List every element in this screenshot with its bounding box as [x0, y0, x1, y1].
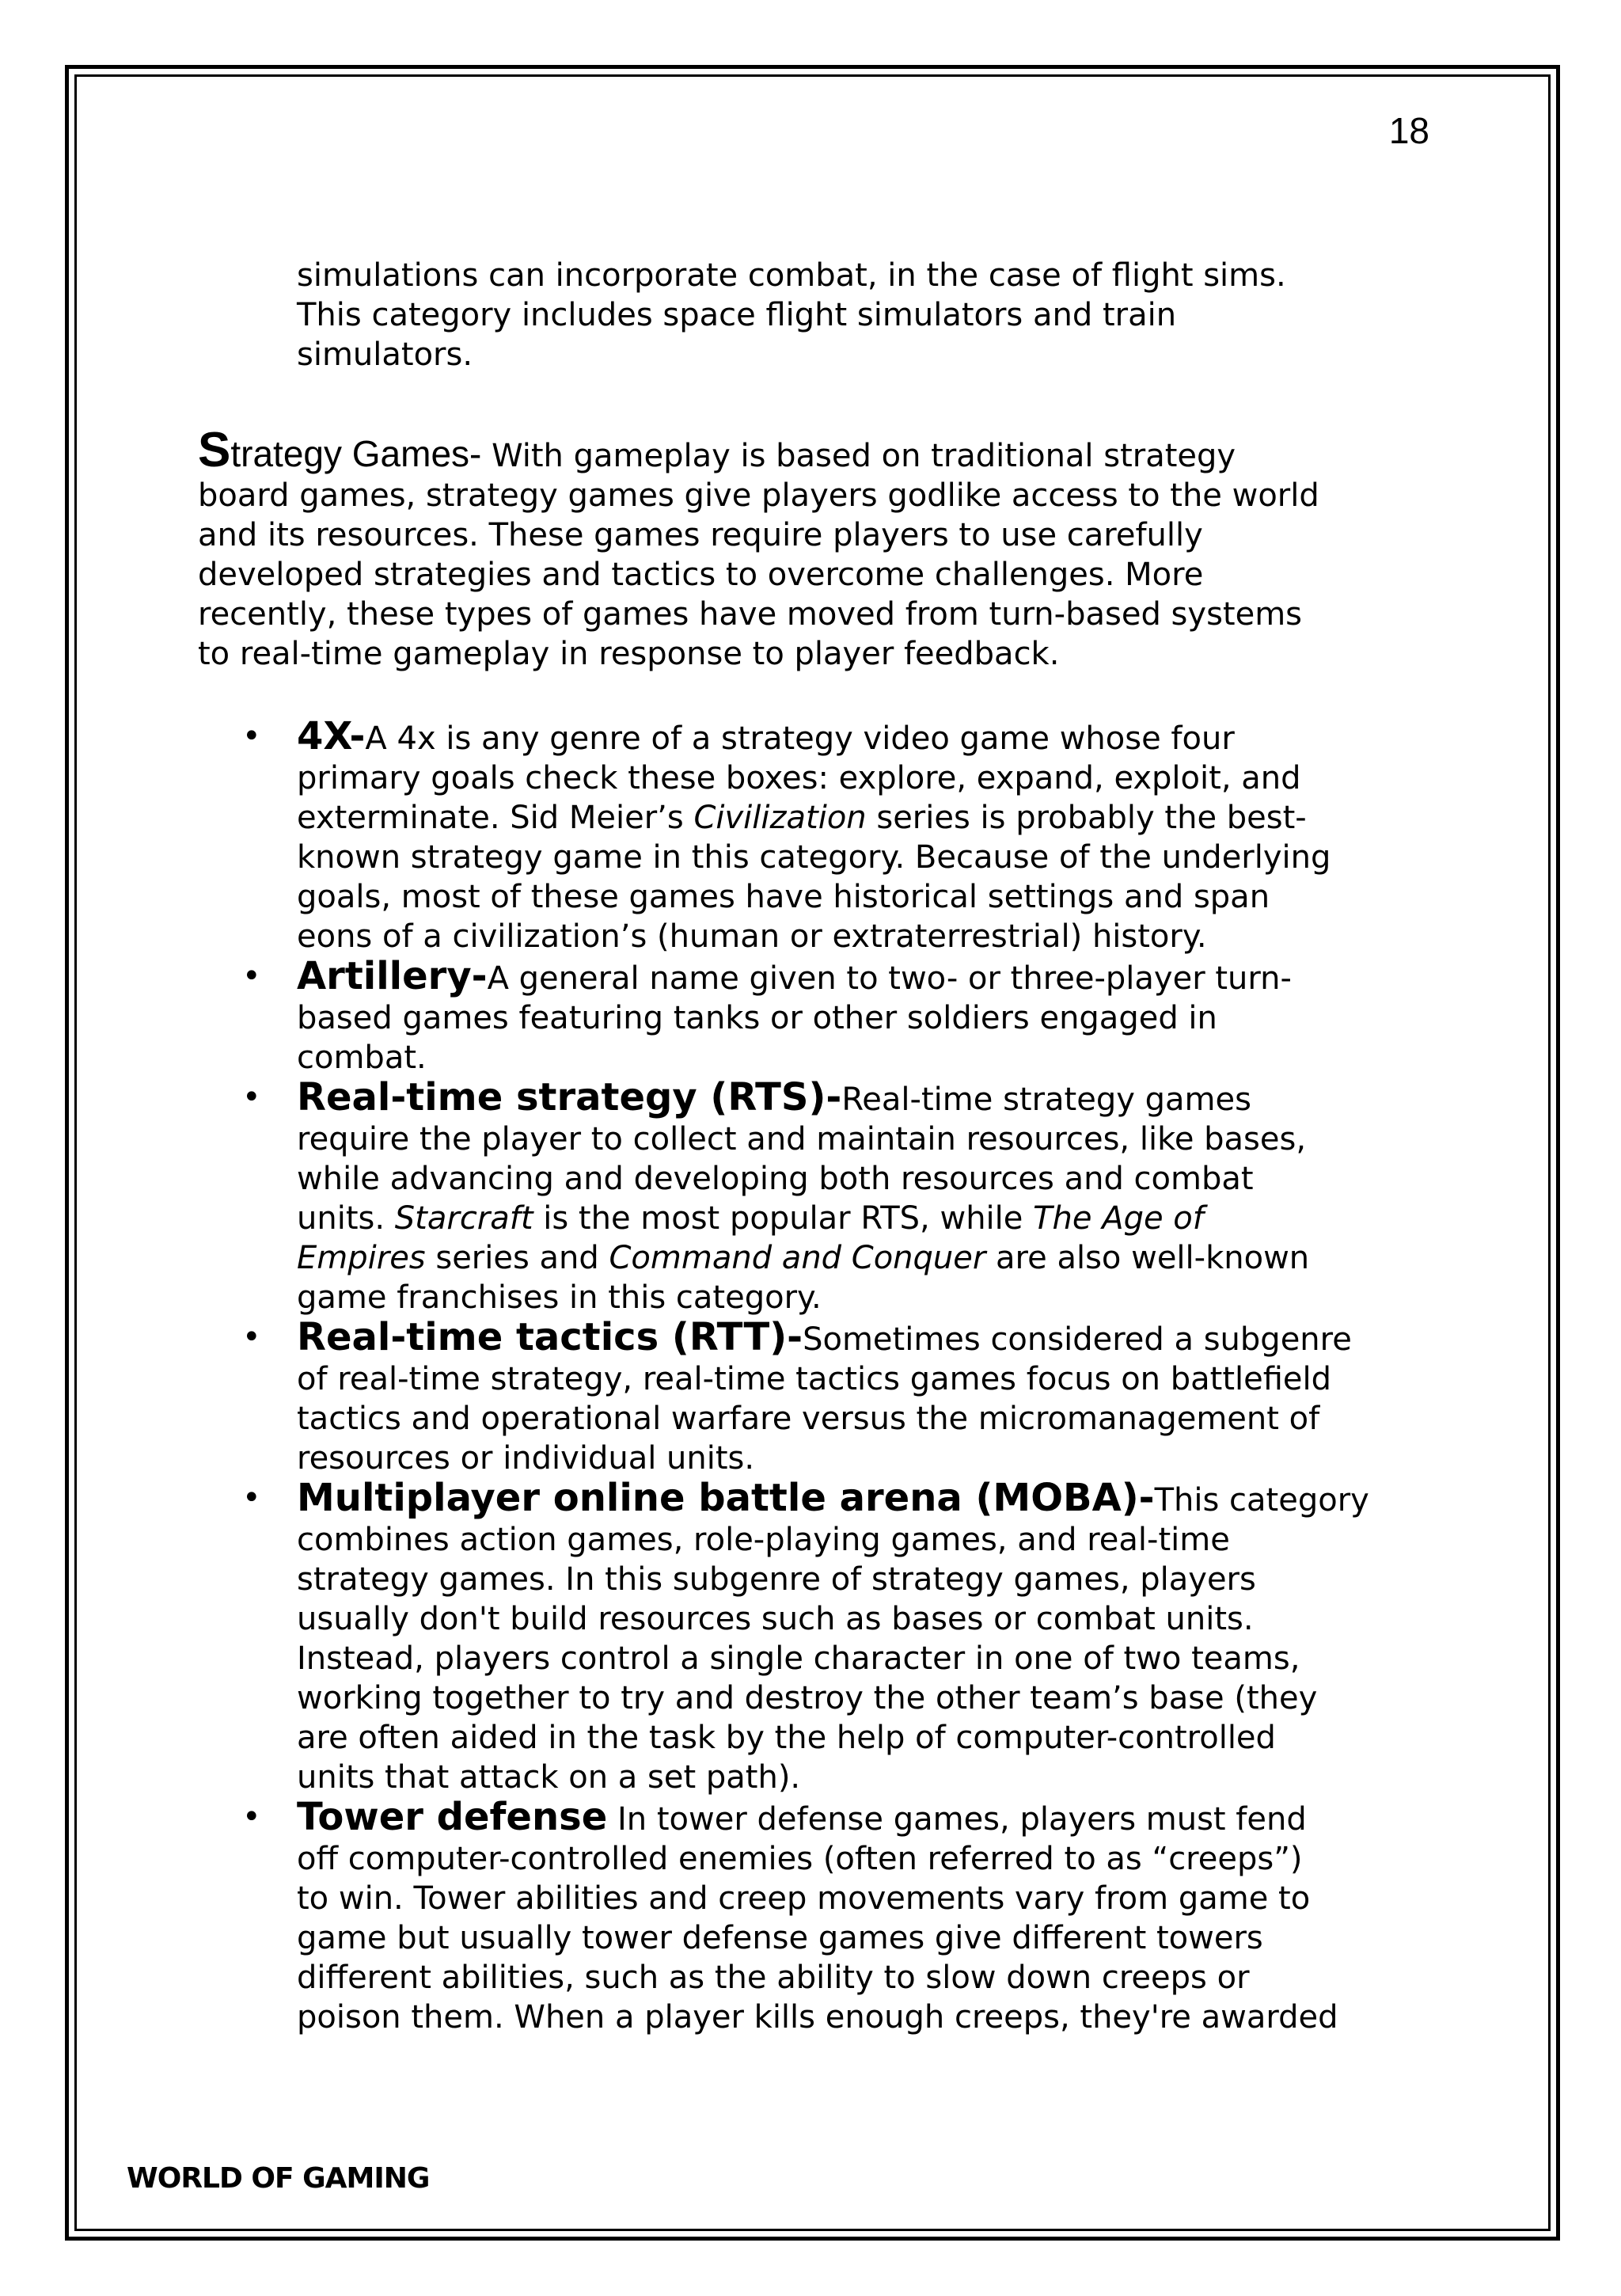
text-run: known strategy game in this category. Because of the underlying — [297, 839, 1331, 876]
text-run: based games featuring tanks or other soldiers engaged in — [297, 1000, 1217, 1036]
bullet-icon: • — [242, 1480, 261, 1516]
page-number: 18 — [1388, 110, 1429, 151]
text-run: are often aided in the task by the help of computer-controlled — [297, 1720, 1276, 1756]
strategy-subgenre-list — [242, 714, 1369, 2037]
text-run: while advancing and developing both resources and combat — [297, 1161, 1254, 1197]
drop-cap: S — [198, 423, 231, 477]
text-run: eons of a civilization’s (human or extraterrestrial) history. — [297, 918, 1207, 955]
list-item — [242, 1476, 1369, 1797]
text-run: game franchises in this category. — [297, 1279, 822, 1316]
text-run: series and — [425, 1240, 609, 1276]
text-run: poison them. When a player kills enough creeps, they're awarded — [297, 1999, 1338, 2036]
text-run: is the most popular RTS, while — [533, 1200, 1034, 1237]
bullet-icon: • — [242, 1079, 261, 1116]
text-line: and its resources. These games require players to use carefully — [198, 517, 1203, 553]
text-line: recently, these types of games have moved from turn-based systems — [198, 596, 1302, 633]
text-run: This category — [1154, 1482, 1369, 1519]
text-run: series is probably the best- — [866, 800, 1307, 836]
text-run: tactics and operational warfare versus the micromanagement of — [297, 1401, 1320, 1437]
footer-title: WORLD OF GAMING — [127, 2162, 430, 2195]
bullet-icon: • — [242, 958, 261, 994]
bullet-icon: • — [242, 1319, 261, 1355]
text-run: different abilities, such as the ability to slow down creeps or — [297, 1960, 1250, 1996]
text-run: primary goals check these boxes: explore, expand, exploit, and — [297, 760, 1301, 796]
bullet-term: Real-time tactics (RTT)- — [297, 1315, 803, 1359]
text-run: usually don't build resources such as bases or combat units. — [297, 1601, 1254, 1637]
text-run: In tower defense games, players must fend — [607, 1801, 1307, 1838]
text-run: units. — [297, 1200, 395, 1237]
text-run: working together to try and destroy the other team’s base (they — [297, 1680, 1318, 1716]
text-run: resources or individual units. — [297, 1440, 755, 1477]
section-heading: trategy Games- — [230, 433, 482, 474]
text-run: Instead, players control a single character in one of two teams, — [297, 1640, 1300, 1677]
italic-title: Command and Conquer — [609, 1240, 986, 1276]
text-run: strategy games. In this subgenre of strategy games, players — [297, 1561, 1256, 1598]
strategy-games-paragraph — [198, 423, 1319, 674]
text-run: exterminate. Sid Meier’s — [297, 800, 694, 836]
text-line: to real-time gameplay in response to player feedback. — [198, 636, 1060, 672]
italic-title: Starcraft — [394, 1200, 533, 1237]
text-run: game but usually tower defense games give different towers — [297, 1920, 1263, 1956]
text-run: With gameplay is based on traditional strategy — [481, 438, 1236, 474]
bullet-term: Artillery- — [297, 954, 488, 998]
continuation-paragraph — [297, 256, 1286, 374]
text-run: units that attack on a set path). — [297, 1759, 801, 1796]
bullet-term: Real-time strategy (RTS)- — [297, 1075, 842, 1119]
text-run: off computer-controlled enemies (often referred to as “creeps”) — [297, 1841, 1303, 1877]
bullet-term: Multiplayer online battle arena (MOBA)- — [297, 1476, 1155, 1520]
text-line: developed strategies and tactics to overcome challenges. More — [198, 557, 1204, 593]
text-run: to win. Tower abilities and creep movements vary from game to — [297, 1880, 1311, 1917]
text-line: board games, strategy games give players godlike access to the world — [198, 477, 1319, 514]
list-item — [242, 1315, 1369, 1478]
text-run: combat. — [297, 1040, 427, 1076]
strategy-first-line — [198, 423, 1319, 477]
italic-title: Empires — [297, 1240, 426, 1276]
italic-title: The Age of — [1033, 1200, 1204, 1237]
bullet-term: Tower defense — [297, 1795, 608, 1839]
text-line: This category includes space flight simulators and train — [297, 297, 1177, 333]
italic-title: Civilization — [693, 800, 867, 836]
text-line: simulators. — [297, 336, 473, 373]
text-run: goals, most of these games have historical settings and span — [297, 879, 1270, 915]
text-run: Real-time strategy games — [841, 1081, 1251, 1118]
list-item — [242, 954, 1369, 1078]
text-line: simulations can incorporate combat, in the case of flight sims. — [297, 257, 1286, 294]
text-run: combines action games, role-playing games, and real-time — [297, 1522, 1230, 1558]
text-run: Sometimes considered a subgenre — [803, 1321, 1352, 1358]
bullet-icon: • — [242, 1799, 261, 1835]
list-item — [242, 1795, 1369, 2037]
text-run: of real-time strategy, real-time tactics games focus on battlefield — [297, 1361, 1332, 1397]
list-item — [242, 714, 1369, 956]
bullet-icon: • — [242, 718, 261, 755]
text-run: A 4x is any genre of a strategy video game whose four — [365, 720, 1235, 757]
text-run: A general name given to two- or three-player turn- — [487, 960, 1292, 997]
list-item — [242, 1075, 1369, 1317]
text-run: require the player to collect and maintain resources, like bases, — [297, 1121, 1307, 1158]
text-run: are also well-known — [985, 1240, 1310, 1276]
bullet-term: 4X- — [297, 714, 366, 758]
